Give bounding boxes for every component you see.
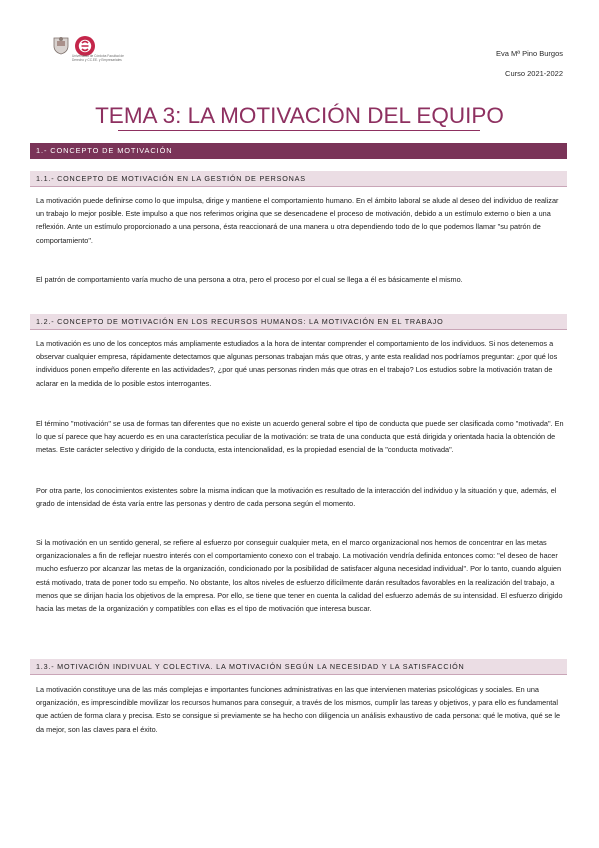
university-crest-icon: [52, 35, 70, 55]
course-year: Curso 2021-2022: [505, 69, 563, 78]
paragraph-1-2-d: Si la motivación en un sentido general, se refiere al esfuerzo por conseguir cualquier meta, en el marco organizacional nos hemos de concentrar en las metas organizacionales a fin de reflejar nuestro interés con el comportamiento conexo con el trabajo. La motivación vendría definida entonces como: "el deseo de hacer mucho esfuerzo por alcanzar las metas de la organización, condicionado por la posibilidad de satisfacer alguna necesidad individual". Por lo tanto, cuando alguien está motivado, trata de poner todo su empeño. No obstante, los altos niveles de esfuerzo difícilmente darán resultados favorables en la realización del trabajo, a menos que se dirijan hacia los objetivos de la empresa. Por ello, se tiene que tener en cuenta la calidad del esfuerzo además de su intensidad. El esfuerzo dirigido hacia las metas de la organización y compatibles con ellas es el tipo de motivación que interesa buscar.: [36, 538, 563, 614]
paragraph-1-1-b: El patrón de comportamiento varía mucho de una persona a otra, pero el proceso por el cual se llega a él es básicamente el mismo.: [36, 275, 463, 284]
paragraph-1-2-a: La motivación es uno de los conceptos más ampliamente estudiados a la hora de intentar comprender el comportamiento de los individuos. Si nos detenemos a observar cualquier empresa, rápidamente detectamos que algunas personas trabajan más que otras, y ante esta realidad nos podríamos preguntar: ¿por qué los individuos ponen empeño diferente en las actividades?, ¿por qué unas personas rinden más que otras en el trabajo? Los estudios sobre la motivación tratan de aclarar en la medida de lo posible estos interrogantes.: [36, 339, 558, 388]
author-name: Eva Mª Pino Burgos: [496, 49, 563, 58]
logo-caption: Universidad de Córdoba Facultad de Derecho y CC.EE. y Empresariales: [72, 54, 124, 62]
paragraph-1-1-a: La motivación puede definirse como lo que impulsa, dirige y mantiene el comportamiento humano. En el ámbito laboral se alude al deseo del individuo de realizar un trabajo lo mejor posible. Este impulso a que nos referimos origina que se desencadene el proceso de motivación, debido a un estímulo externo o bien a una reflexión. Ante un estímulo proporcionado a una persona, ésta reaccionará de una manera u otra dependiendo todo de lo que podemos llamar "su patrón de comportamiento".: [36, 196, 559, 245]
subsection-heading-1-2: 1.2.- CONCEPTO DE MOTIVACIÓN EN LOS RECURSOS HUMANOS: LA MOTIVACIÓN EN EL TRABAJO: [30, 314, 567, 330]
header-logos: [52, 35, 124, 62]
paragraph-1-3-a: La motivación constituye una de las más complejas e importantes funciones administrativas en las que intervienen materias psicológicas y sociales. En una organización, es imprescindible movilizar los recursos humanos para conseguir, a través de los mismos, cumplir las tareas y objetivos, y para ello es fundamental que actúen de forma clara y precisa. Esto se consigue si previamente se ha hecho con diligencia un análisis exhaustivo de cada persona: qué le motiva, qué se le da mejor, son las claves para el éxito.: [36, 685, 561, 734]
title-underline: [118, 130, 480, 131]
subsection-heading-1-1: 1.1.- CONCEPTO DE MOTIVACIÓN EN LA GESTIÓN DE PERSONAS: [30, 171, 567, 187]
document-title: TEMA 3: LA MOTIVACIÓN DEL EQUIPO: [95, 103, 504, 128]
author-block: [496, 44, 563, 84]
section-heading-1: 1.- CONCEPTO DE MOTIVACIÓN: [30, 143, 567, 159]
subsection-heading-1-3: 1.3.- MOTIVACIÓN INDIVUAL Y COLECTIVA. LA MOTIVACIÓN SEGÚN LA NECESIDAD Y LA SATISFACCIÓN: [30, 659, 567, 675]
paragraph-1-2-c: Por otra parte, los conocimientos existentes sobre la misma indican que la motivación es resultado de la interacción del individuo y la situación y que, además, el grado de intensidad de ésta varía entre las personas y dentro de cada persona según el momento.: [36, 486, 557, 509]
paragraph-1-2-b: El término "motivación" se usa de formas tan diferentes que no existe un acuerdo general sobre el tipo de conducta que puede ser clasificada como "motivada". En lo que sí parece que hay acuerdo es en una característica peculiar de la motivación: se trata de una conducta que está dirigida y orientada hacia la obtención de metas. Este carácter selectivo y dirigido de la conducta, esta intencionalidad, es la propiedad esencial de la "conducta motivada".: [36, 419, 564, 455]
